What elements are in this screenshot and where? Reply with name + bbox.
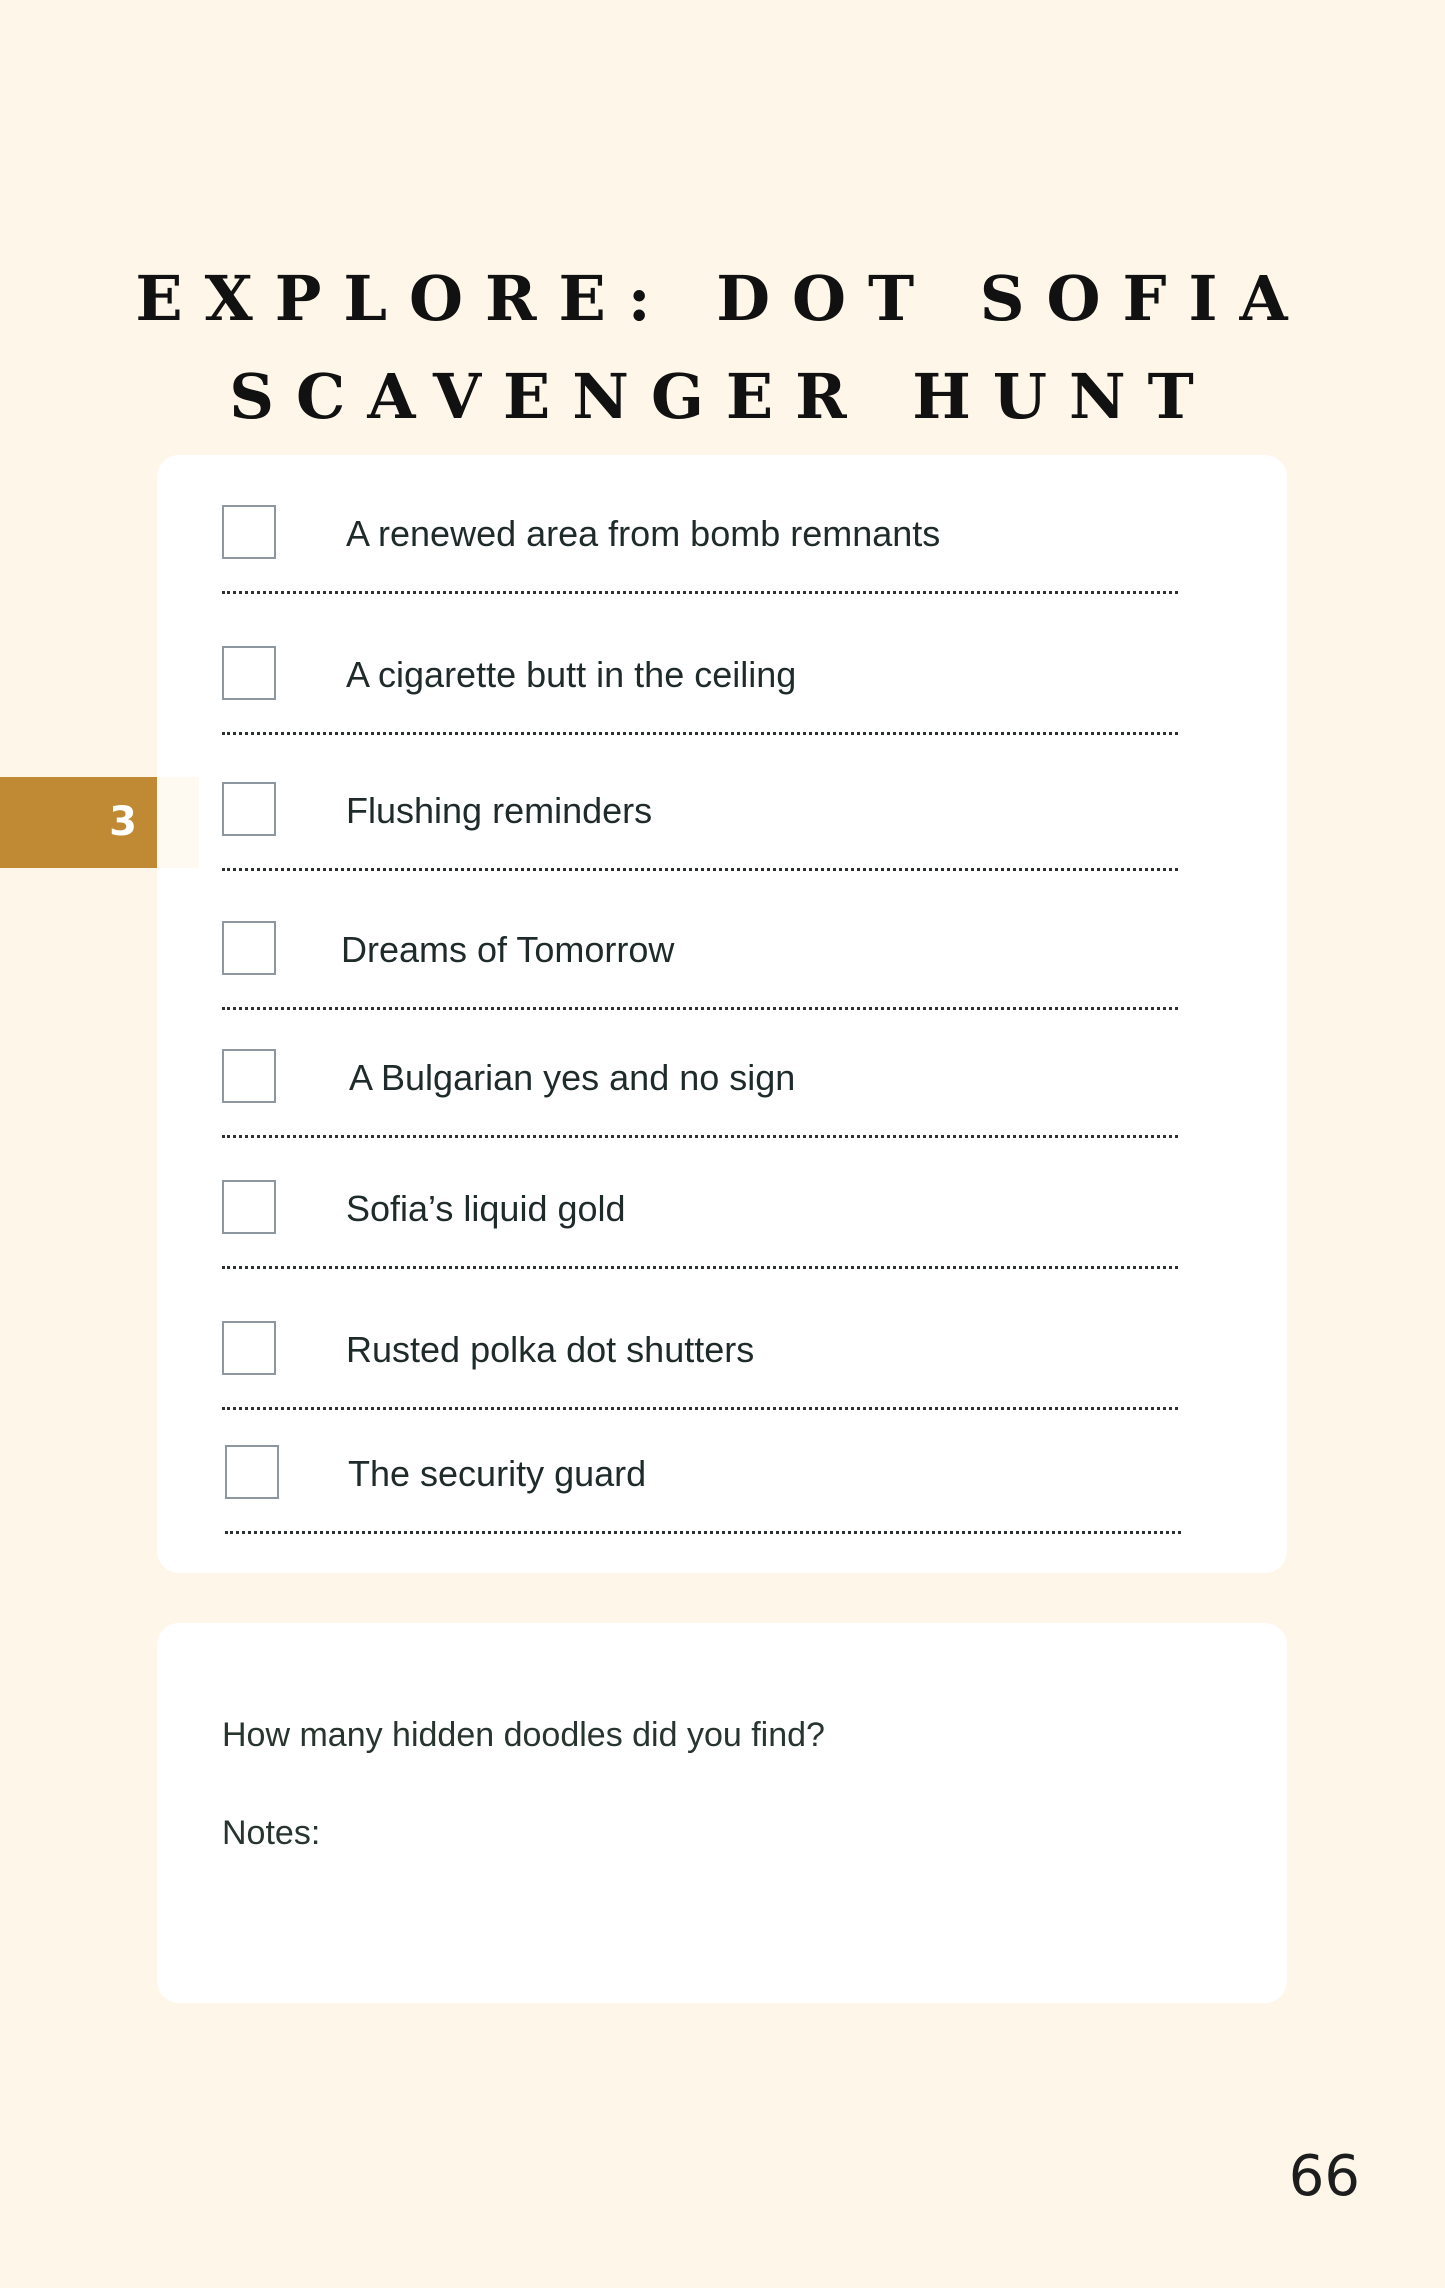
checklist-item-label: A renewed area from bomb remnants [346, 513, 941, 554]
checklist-item-label: Rusted polka dot shutters [346, 1329, 755, 1370]
dotted-line [222, 591, 1178, 594]
checklist-item [225, 1445, 1181, 1517]
dotted-line [222, 1266, 1178, 1269]
dotted-line [222, 1007, 1178, 1010]
checklist-item [222, 921, 1178, 993]
checklist-item [222, 646, 1178, 718]
page-title-line-2: SCAVENGER HUNT [229, 360, 1216, 433]
checkbox[interactable] [222, 782, 276, 836]
dotted-line [222, 732, 1178, 735]
checkbox[interactable] [222, 1180, 276, 1234]
chapter-tab-shadow [157, 777, 199, 868]
dotted-line [222, 1407, 1178, 1410]
chapter-tab: 3 [0, 777, 157, 868]
doodle-question: How many hidden doodles did you find? [222, 1716, 825, 1754]
checklist-item [222, 1049, 1178, 1121]
checklist-item-label: The security guard [348, 1453, 647, 1494]
checkbox[interactable] [222, 1321, 276, 1375]
checkbox[interactable] [222, 646, 276, 700]
checklist-item [222, 1321, 1178, 1393]
checklist-item [222, 505, 1178, 577]
page-title-line-1: EXPLORE: DOT SOFIA [135, 262, 1310, 335]
checklist-item-label: Dreams of Tomorrow [341, 929, 675, 970]
checklist-item-label: A cigarette butt in the ceiling [346, 654, 797, 695]
checklist-item-label: A Bulgarian yes and no sign [349, 1057, 796, 1098]
checklist-item-label: Flushing reminders [346, 790, 653, 831]
dotted-line [222, 1135, 1178, 1138]
checkbox[interactable] [222, 1049, 276, 1103]
checkbox[interactable] [222, 921, 276, 975]
checklist-item-label: Sofia’s liquid gold [346, 1188, 626, 1229]
notes-label: Notes: [222, 1814, 321, 1852]
checkbox[interactable] [222, 505, 276, 559]
page-title [0, 250, 1445, 446]
notes-card [157, 1623, 1287, 2003]
page-number: 66 [1288, 2144, 1360, 2209]
checklist-card [157, 455, 1287, 1573]
dotted-line [225, 1531, 1181, 1534]
checkbox[interactable] [225, 1445, 279, 1499]
checklist-item [222, 782, 1178, 854]
checklist-item [222, 1180, 1178, 1252]
dotted-line [222, 868, 1178, 871]
